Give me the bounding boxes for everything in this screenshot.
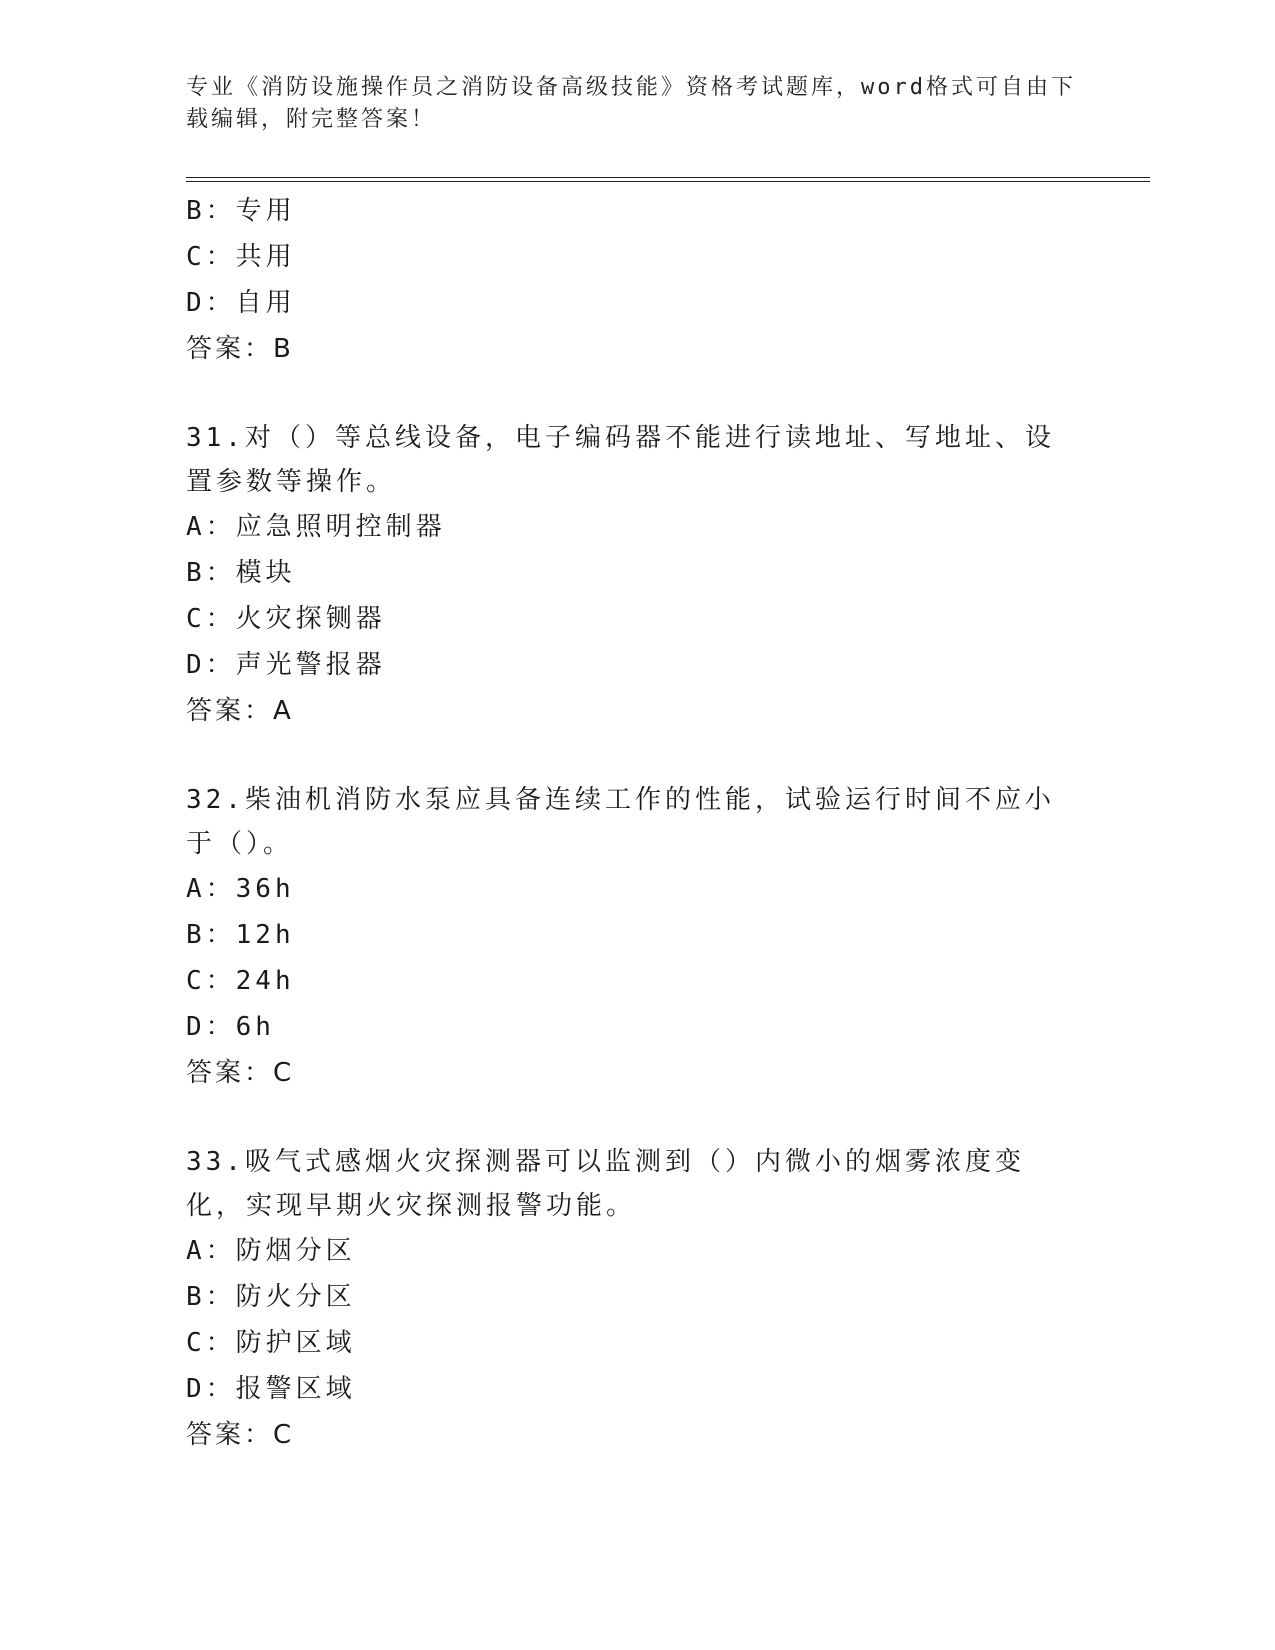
answer: 答案：A	[186, 696, 294, 726]
document-header: 专业《消防设施操作员之消防设备高级技能》资格考试题库，word格式可自由下载编辑，附完整答案！	[186, 75, 1076, 132]
option-c: C：火灾探铡器	[186, 604, 386, 634]
question-32	[186, 778, 1086, 1096]
option-d: D：自用	[186, 288, 296, 318]
question-text: 31.对（）等总线设备，电子编码器不能进行读地址、写地址、设置参数等操作。	[186, 423, 1055, 497]
option-b: B：防火分区	[186, 1282, 356, 1312]
option-b: B：12h	[186, 920, 295, 950]
option-b: B：模块	[186, 558, 296, 588]
option-c: C：共用	[186, 242, 296, 272]
question-list	[186, 188, 1086, 1458]
option-d: D：声光警报器	[186, 650, 386, 680]
question-prev	[186, 188, 1086, 372]
question-33	[186, 1140, 1086, 1458]
question-text: 33.吸气式感烟火灾探测器可以监测到（）内微小的烟雾浓度变化，实现早期火灾探测报警功能。	[186, 1147, 1025, 1221]
header-rule-bottom	[186, 181, 1150, 182]
option-a: A：36h	[186, 874, 295, 904]
question-text: 32.柴油机消防水泵应具备连续工作的性能，试验运行时间不应小于（）。	[186, 785, 1055, 859]
option-c: C：24h	[186, 966, 295, 996]
option-c: C：防护区域	[186, 1328, 356, 1358]
question-31	[186, 416, 1086, 734]
option-a: A：应急照明控制器	[186, 512, 446, 542]
answer: 答案：C	[186, 1058, 295, 1088]
answer: 答案：C	[186, 1420, 295, 1450]
option-a: A：防烟分区	[186, 1236, 356, 1266]
option-d: D：报警区域	[186, 1374, 356, 1404]
option-b: B：专用	[186, 196, 296, 226]
answer: 答案：B	[186, 334, 294, 364]
option-d: D：6h	[186, 1012, 275, 1042]
header-rule-top	[186, 177, 1150, 178]
